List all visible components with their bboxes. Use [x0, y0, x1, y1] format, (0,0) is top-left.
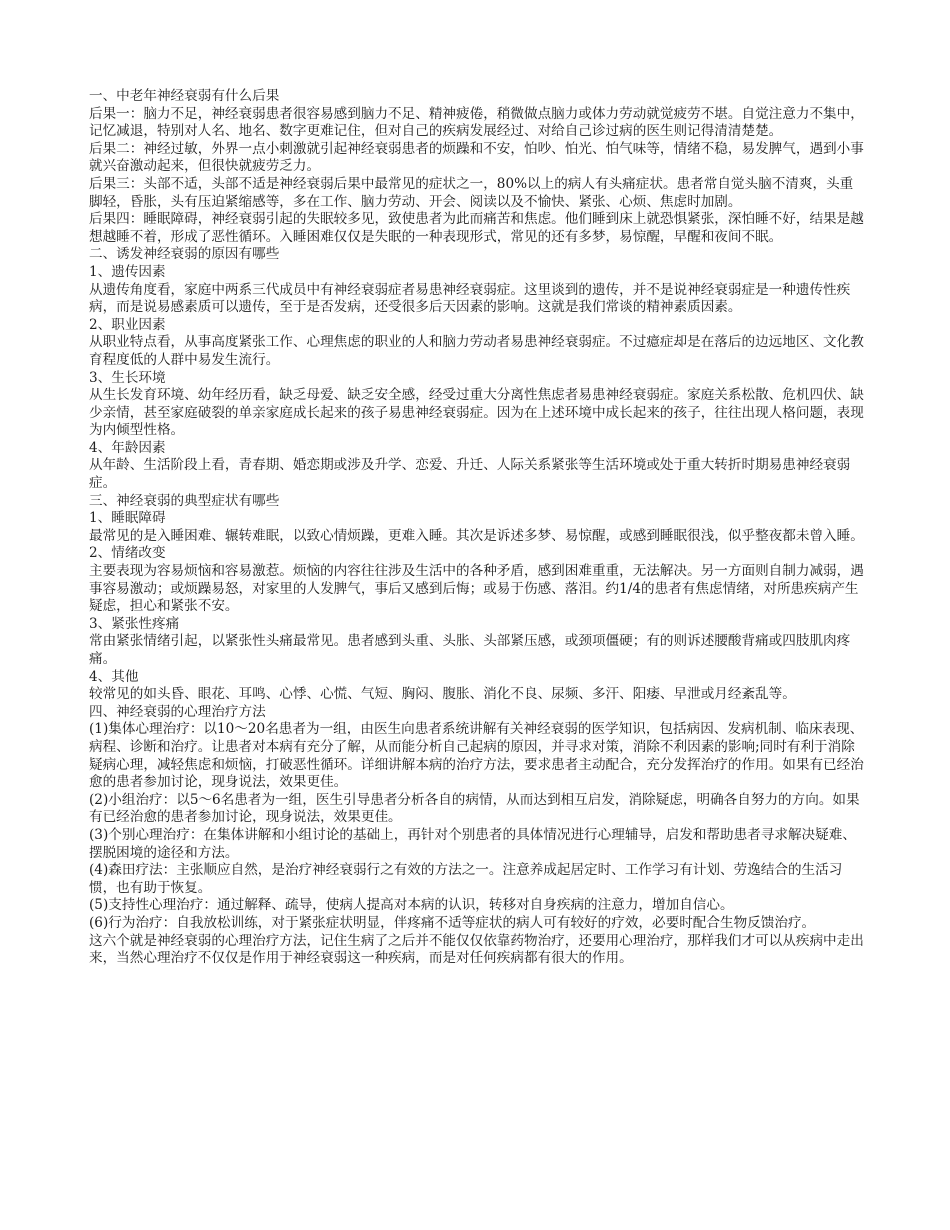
paragraph-environment: 从生长发育环境、幼年经历看，缺乏母爱、缺乏安全感，经受过重大分离性焦虑者易患神经衰弱症。家庭关系松散、危机四伏、缺少亲情，甚至家庭破裂的单亲家庭成长起来的孩子易患神经衰弱症。因为在上述环境中成长起来的孩子，往往出现人格问题，表现为内倾型性格。: [89, 387, 864, 439]
subheading-sleep: 1、睡眠障碍: [89, 510, 166, 527]
section-heading-3: 三、神经衰弱的典型症状有哪些: [89, 492, 280, 509]
document-body: [89, 88, 865, 968]
subheading-age: 4、年龄因素: [89, 439, 166, 456]
paragraph-therapy-3: (3)个别心理治疗：在集体讲解和小组讨论的基础上，再针对个别患者的具体情况进行心理辅导，启发和帮助患者寻求解决疑难、摆脱困境的途径和方法。: [89, 826, 856, 861]
paragraph-age: 从年龄、生活阶段上看，青春期、婚恋期或涉及升学、恋爱、升迁、人际关系紧张等生活环境或处于重大转折时期易患神经衰弱症。: [89, 457, 851, 492]
paragraph-therapy-1: (1)集体心理治疗：以10～20名患者为一组，由医生向患者系统讲解有关神经衰弱的医学知识，包括病因、发病机制、临床表现、病程、诊断和治疗。让患者对本病有充分了解，从而能分析自己起病的原因，并寻求对策，消除不利因素的影响;同时有利于消除疑病心理，减轻焦虑和烦恼，打破恶性循环。详细讲解本病的治疗方法，要求患者主动配合，充分发挥治疗的作用。如果有已经治愈的患者参加讨论，现身说法，效果更佳。: [89, 721, 864, 791]
paragraph-other: 较常见的如头昏、眼花、耳鸣、心悸、心慌、气短、胸闷、腹胀、消化不良、尿频、多汗、阳痿、早泄或月经紊乱等。: [89, 686, 796, 703]
section-heading-2: 二、诱发神经衰弱的原因有哪些: [89, 246, 280, 263]
paragraph-pain: 常由紧张情绪引起，以紧张性头痛最常见。患者感到头重、头胀、头部紧压感，或颈项僵硬；有的则诉述腰酸背痛或四肢肌肉疼痛。: [89, 633, 851, 667]
subheading-occupation: 2、职业因素: [89, 316, 166, 333]
paragraph-consequence-2: 后果二：神经过敏，外界一点小刺激就引起神经衰弱患者的烦躁和不安，怕吵、怕光、怕气味等，情绪不稳，易发脾气，遇到小事就兴奋激动起来，但很快就疲劳乏力。: [89, 140, 864, 175]
section-heading-4: 四、神经衰弱的心理治疗方法: [89, 703, 266, 720]
paragraph-occupation: 从职业特点看，从事高度紧张工作、心理焦虑的职业的人和脑力劳动者易患神经衰弱症。不过癔症却是在落后的边远地区、文化教育程度低的人群中易发生流行。: [89, 334, 864, 368]
subheading-genetic: 1、遗传因素: [89, 263, 166, 280]
subheading-pain: 3、紧张性疼痛: [89, 615, 180, 632]
paragraph-therapy-5: (5)支持性心理治疗：通过解释、疏导，使病人提高对本病的认识，转移对自身疾病的注意力，增加自信心。: [89, 897, 734, 914]
subheading-environment: 3、生长环境: [89, 369, 166, 386]
subheading-mood: 2、情绪改变: [89, 545, 166, 562]
paragraph-conclusion: 这六个就是神经衰弱的心理治疗方法，记住生病了之后并不能仅仅依靠药物治疗，还要用心理治疗，那样我们才可以从疾病中走出来，当然心理治疗不仅仅是作用于神经衰弱这一种疾病，而是对任何疾病都有很大的作用。: [89, 932, 864, 967]
paragraph-consequence-1: 后果一：脑力不足，神经衰弱患者很容易感到脑力不足、精神疲倦，稍微做点脑力或体力劳动就觉疲劳不堪。自觉注意力不集中，记忆减退，特别对人名、地名、数字更难记住，但对自己的疾病发展经过、对给自己诊过病的医生则记得清清楚楚。: [89, 105, 864, 140]
paragraph-consequence-4: 后果四：睡眠障碍，神经衰弱引起的失眠较多见，致使患者为此而痛苦和焦虑。他们睡到床上就恐惧紧张，深怕睡不好，结果是越想越睡不着，形成了恶性循环。入睡困难仅仅是失眠的一种表现形式，常见的还有多梦，易惊醒，早醒和夜间不眠。: [89, 211, 864, 245]
paragraph-therapy-4: (4)森田疗法：主张顺应自然，是治疗神经衰弱行之有效的方法之一。注意养成起居定时、工作学习有计划、劳逸结合的生活习惯，也有助于恢复。: [89, 862, 843, 896]
paragraph-genetic: 从遗传角度看，家庭中两系三代成员中有神经衰弱症者易患神经衰弱症。这里谈到的遗传，并不是说神经衰弱症是一种遗传性疾病，而是说易感素质可以遗传，至于是否发病，还受很多后天因素的影响。这就是我们常谈的精神素质因素。: [89, 281, 851, 316]
paragraph-consequence-3: 后果三：头部不适，头部不适是神经衰弱后果中最常见的症状之一，80%以上的病人有头痛症状。患者常自觉头脑不清爽，头重脚轻，昏胀，头有压迫紧缩感等，多在工作、脑力劳动、开会、阅读以及不愉快、紧张、心烦、焦虑时加剧。: [89, 175, 854, 210]
paragraph-sleep: 最常见的是入睡困难、辗转难眠，以致心情烦躁，更难入睡。其次是诉述多梦、易惊醒，或感到睡眠很浅，似乎整夜都未曾入睡。: [89, 527, 864, 544]
subheading-other: 4、其他: [89, 668, 139, 685]
paragraph-mood: 主要表现为容易烦恼和容易激惹。烦恼的内容往往涉及生活中的各种矛盾，感到困难重重，无法解决。另一方面则自制力减弱，遇事容易激动；或烦躁易怒，对家里的人发脾气，事后又感到后悔；或易于伤感、落泪。约1/4的患者有焦虑情绪，对所患疾病产生疑虑，担心和紧张不安。: [89, 563, 864, 615]
section-heading-1: 一、中老年神经衰弱有什么后果: [89, 88, 280, 104]
paragraph-therapy-2: (2)小组治疗：以5～6名患者为一组，医生引导患者分析各自的病情，从而达到相互启发，消除疑虑，明确各自努力的方向。如果有已经治愈的患者参加讨论，现身说法，效果更佳。: [89, 791, 860, 826]
paragraph-therapy-6: (6)行为治疗：自我放松训练，对于紧张症状明显，伴疼痛不适等症状的病人可有较好的疗效，必要时配合生物反馈治疗。: [89, 914, 816, 931]
